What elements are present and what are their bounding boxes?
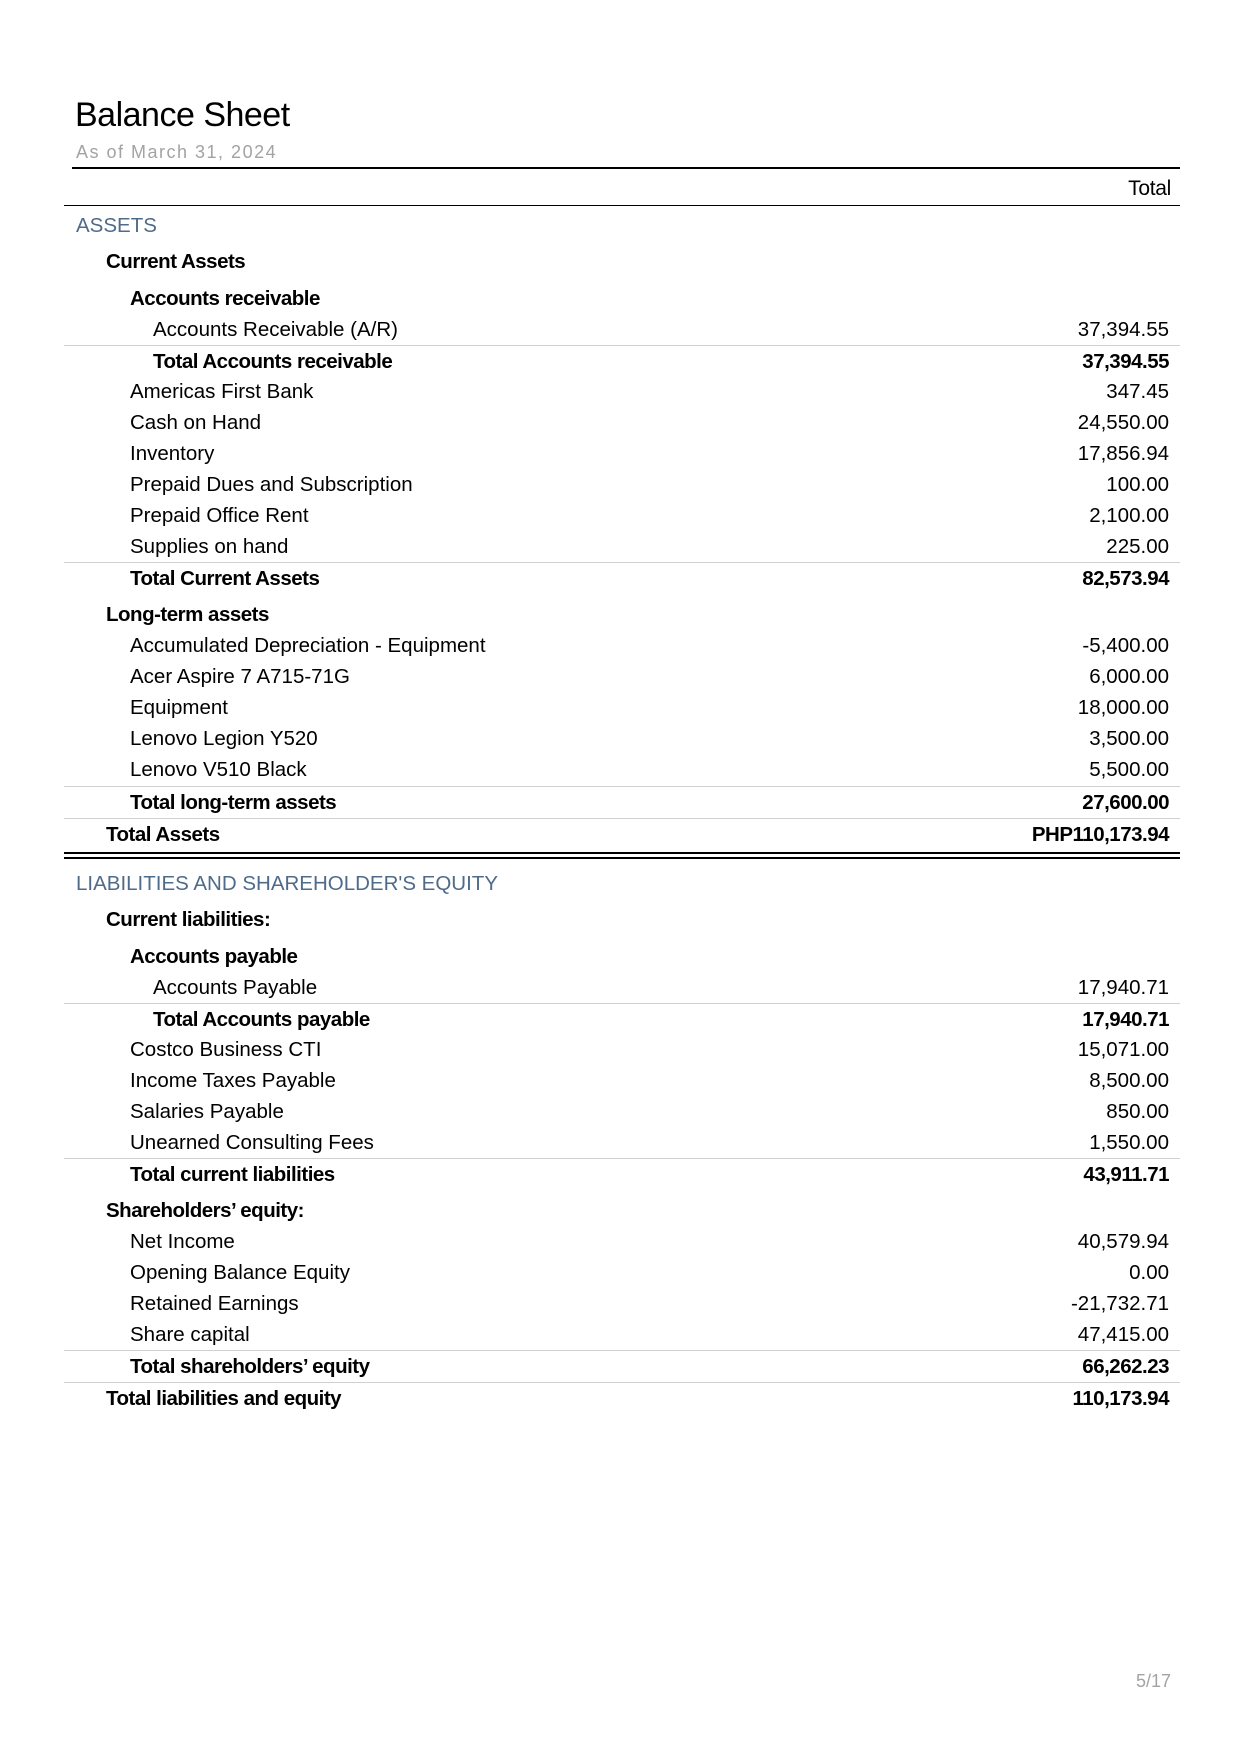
total-row-liabilities-equity [64,1382,1180,1414]
line-item-amount: 8,500.00 [1089,1069,1169,1092]
group-header-current-assets [64,246,1180,277]
column-header-total: Total [1128,177,1171,200]
total-row-long-term-assets [64,786,1180,818]
total-row-assets [64,818,1180,850]
line-item-label: Costco Business CTI [130,1038,322,1061]
total-amount: 66,262.23 [1082,1355,1169,1378]
line-item-row [64,692,1180,723]
line-item-amount: 850.00 [1106,1100,1169,1123]
line-item-amount: 17,856.94 [1077,442,1169,465]
line-item-amount: 17,940.71 [1077,976,1169,999]
total-row-shareholders-equity [64,1350,1180,1382]
total-label: Total Assets [106,823,220,846]
line-item-row [64,500,1180,531]
line-item-label: Cash on Hand [130,411,262,434]
total-amount: 82,573.94 [1082,567,1169,590]
total-row-accounts-receivable [64,345,1180,377]
total-label: Total Accounts receivable [153,350,393,373]
line-item-label: Net Income [130,1230,235,1253]
section-label: LIABILITIES AND SHAREHOLDER'S EQUITY [76,872,499,895]
report-title: Balance Sheet [75,96,290,134]
group-label: Accounts receivable [130,287,320,310]
line-item-label: Unearned Consulting Fees [130,1131,374,1154]
total-amount: 37,394.55 [1082,350,1169,373]
line-item-row [64,1226,1180,1257]
line-item-label: Americas First Bank [130,380,314,403]
group-label: Current liabilities: [106,908,271,931]
group-header-shareholders-equity [64,1195,1180,1226]
line-item-amount: 225.00 [1106,535,1169,558]
line-item-row [64,438,1180,469]
line-item-row [64,630,1180,661]
line-item-label: Supplies on hand [130,535,289,558]
line-item-row [64,1034,1180,1065]
line-item-amount: 18,000.00 [1077,696,1169,719]
header-divider [72,167,1180,169]
line-item-amount: 0.00 [1129,1261,1169,1284]
group-header-accounts-payable [64,941,1180,972]
total-amount: 43,911.71 [1083,1163,1169,1186]
line-item-label: Income Taxes Payable [130,1069,336,1092]
section-header-liabilities-equity [64,868,1180,899]
section-label: ASSETS [76,214,157,237]
line-item-row [64,531,1180,562]
line-item-label: Prepaid Office Rent [130,504,309,527]
total-amount: 110,173.94 [1072,1387,1169,1410]
group-header-accounts-receivable [64,283,1180,314]
line-item-row [64,661,1180,692]
line-item-label: Salaries Payable [130,1100,284,1123]
line-item-row [64,469,1180,500]
report-date: As of March 31, 2024 [76,142,278,162]
line-item-row [64,972,1180,1003]
total-row-current-liabilities [64,1158,1180,1190]
line-item-label: Accounts Receivable (A/R) [153,318,398,341]
group-label: Current Assets [106,250,246,273]
line-item-label: Lenovo V510 Black [130,758,307,781]
line-item-row [64,1065,1180,1096]
line-item-row [64,376,1180,407]
total-amount: 17,940.71 [1082,1008,1169,1031]
line-item-amount: 24,550.00 [1077,411,1169,434]
line-item-row [64,723,1180,754]
line-item-label: Equipment [130,696,229,719]
line-item-label: Retained Earnings [130,1292,299,1315]
line-item-label: Accounts Payable [153,976,318,999]
line-item-amount: -21,732.71 [1070,1292,1169,1315]
total-row-accounts-payable [64,1003,1180,1035]
total-label: Total Current Assets [130,567,320,590]
line-item-amount: 47,415.00 [1077,1323,1169,1346]
line-item-label: Inventory [130,442,215,465]
total-label: Total Accounts payable [153,1008,370,1031]
line-item-label: Opening Balance Equity [130,1261,350,1284]
line-item-amount: 37,394.55 [1077,318,1169,341]
line-item-amount: 5,500.00 [1089,758,1169,781]
line-item-row [64,407,1180,438]
line-item-row [64,314,1180,345]
section-header-assets [64,210,1180,241]
total-row-current-assets [64,562,1180,594]
page-number: 5/17 [1135,1671,1171,1691]
total-label: Total shareholders’ equity [130,1355,370,1378]
line-item-label: Acer Aspire 7 A715-71G [130,665,350,688]
line-item-row [64,754,1180,785]
line-item-amount: -5,400.00 [1082,634,1169,657]
total-label: Total liabilities and equity [106,1387,342,1410]
line-item-label: Lenovo Legion Y520 [130,727,318,750]
line-item-label: Prepaid Dues and Subscription [130,473,413,496]
line-item-amount: 6,000.00 [1089,665,1169,688]
column-header-divider [64,205,1180,206]
line-item-amount: 3,500.00 [1089,727,1169,750]
line-item-amount: 15,071.00 [1077,1038,1169,1061]
line-item-row [64,1096,1180,1127]
line-item-row [64,1257,1180,1288]
line-item-amount: 2,100.00 [1089,504,1169,527]
line-item-amount: 1,550.00 [1089,1131,1169,1154]
total-amount: PHP110,173.94 [1031,823,1169,846]
line-item-label: Share capital [130,1323,250,1346]
total-label: Total long-term assets [130,791,337,814]
line-item-row [64,1288,1180,1319]
line-item-row [64,1127,1180,1158]
total-amount: 27,600.00 [1082,791,1169,814]
group-label: Long-term assets [106,603,269,626]
line-item-amount: 347.45 [1106,380,1169,403]
group-label: Shareholders’ equity: [106,1199,304,1222]
line-item-row [64,1319,1180,1350]
line-item-amount: 100.00 [1106,473,1169,496]
line-item-label: Accumulated Depreciation - Equipment [130,634,486,657]
line-item-amount: 40,579.94 [1077,1230,1169,1253]
group-header-current-liabilities [64,904,1180,935]
group-label: Accounts payable [130,945,298,968]
total-assets-double-rule [64,852,1180,859]
total-label: Total current liabilities [130,1163,335,1186]
group-header-long-term-assets [64,599,1180,630]
